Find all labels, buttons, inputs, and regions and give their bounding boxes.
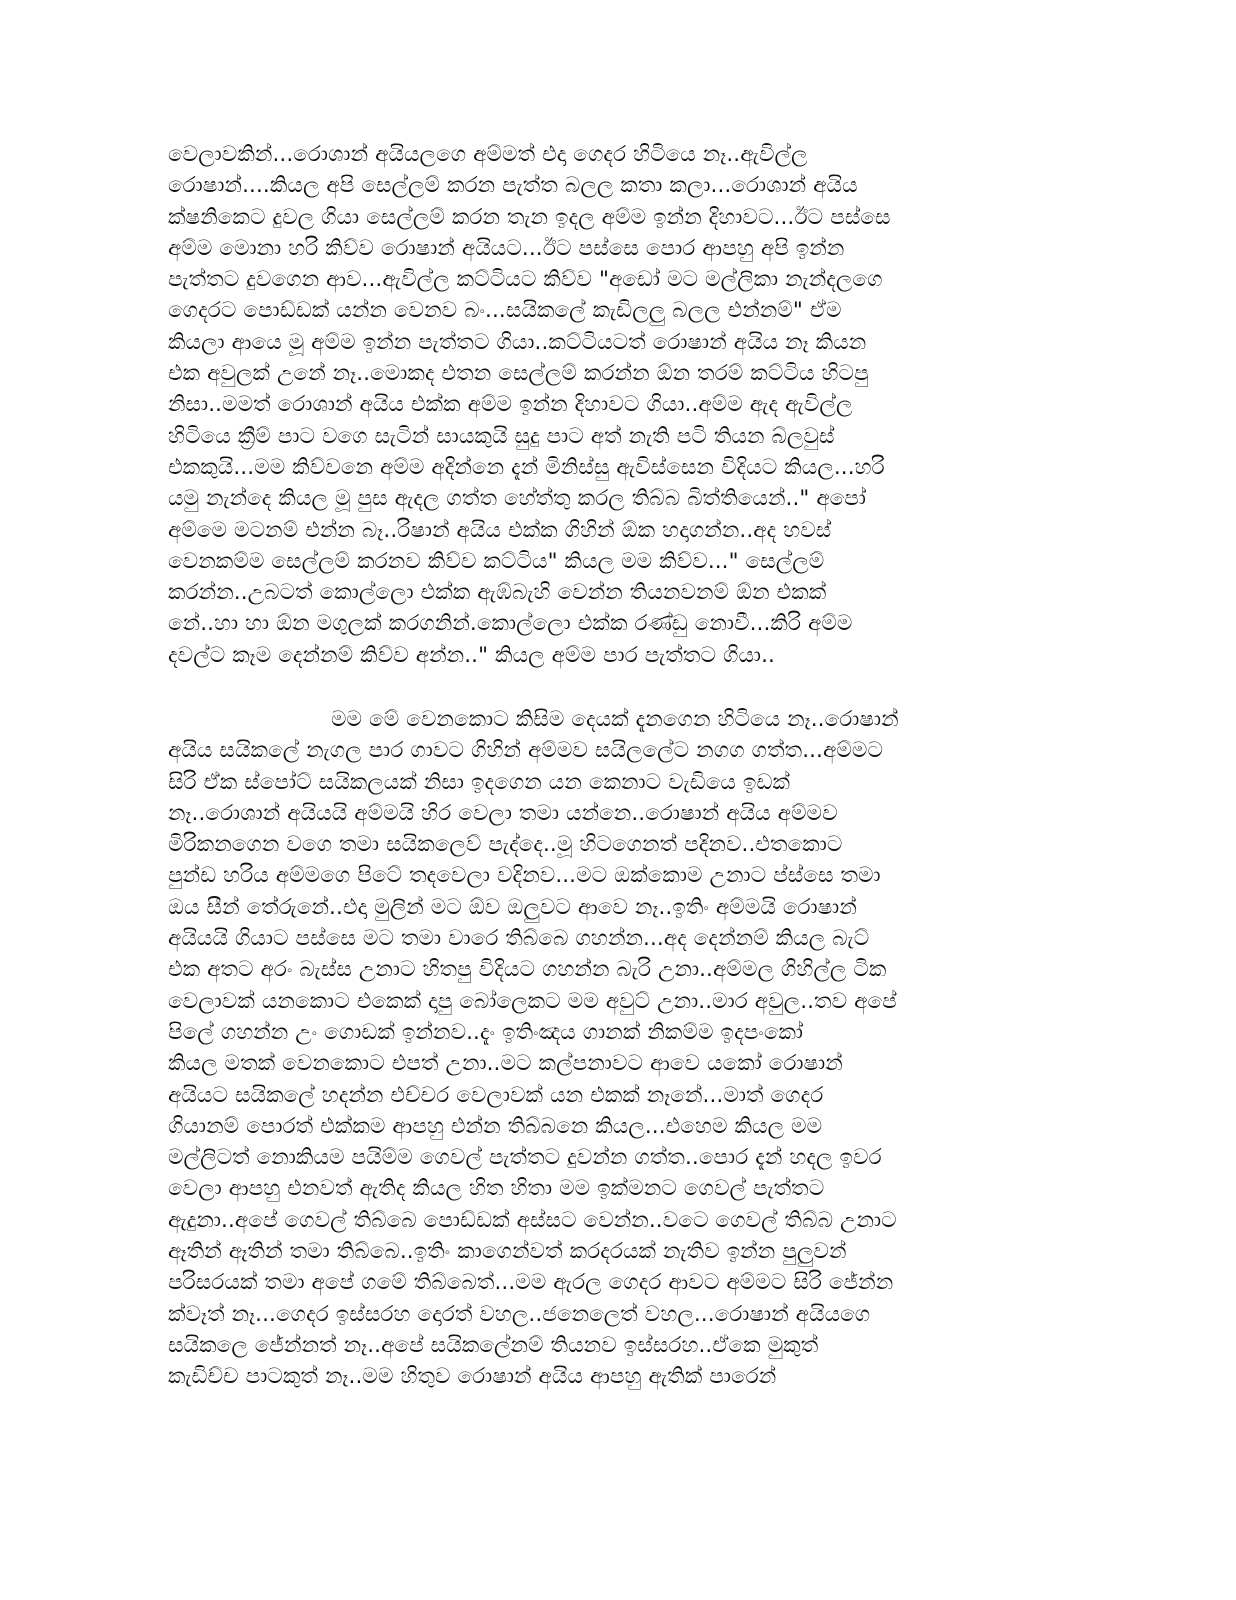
text-line: මල්ලිටත් නොකියම පයිම්ම ගෙවල් පැත්තට දුවන්න ගත්ත..පොර දැන් හදල ඉවර [168,1145,882,1171]
text-line: සයිකලෙ ජේන්නත් නෑ..අපේ සයිකලේනම් තියනව ඉස්සරහ..ඒකෙ මුකුත් [168,1332,819,1358]
text-line: කියල මතක් වෙනකොට එපත් උනා..මට කල්පනාවට ආවෙ යකෝ රොෂාන් [168,1051,843,1077]
text-line: වෙලා ආපහු එනවත් ඇතිද කියල හිත හිතා මම ඉක්මනට ගෙවල් පැත්තට [168,1176,825,1202]
text-line: ඇදුනා..අපේ ගෙවල් තිබ්බෙ පොඩ්ඩක් අස්සට වෙන්න..වටෙ ගෙවල් තිබ්බ උනාට [168,1207,897,1233]
text-line: නේ..හා හා ඕන මගුලක් කරගනින්.කොල්ලො එක්ක රණ්ඩු නොවී...කිරි අම්ම [168,611,853,637]
text-line: වෙලාවක් යනකොට එකෙක් දාපු බෝලෙකට මම අවුට් උනා..මාර අවුල..තව අපේ [168,988,897,1014]
text-line: ඈතින් ඈතින් තමා තිබ්බෙ..ඉතිං කාගෙන්වත් කරදරයක් නැතිව ඉන්න පුලුවන් [168,1239,847,1265]
text-line: එක අවුලක් උනේ නෑ..මොකද එතන සෙල්ලම් කරන්න ඕන තරම් කට්ටිය හිටපු [168,361,869,387]
text-line: අයිය සයිකලේ නැගල පාර ගාවට ගිහින් අම්මව සයිලලේට නගග ගත්ත...අම්මට [168,738,884,764]
text-line: කරන්න..උබටත් කොල්ලො එක්ක ඇඹ්බැහි වෙන්න තියනවනම් ඕන එකක් [168,580,827,606]
text-line-indented: මම මේ වෙනකොට කිසිම දෙයක් දැනගෙන හිටියෙ නෑ..රොෂාන් [331,707,899,732]
paragraph-2 [168,704,1073,1393]
text-line: වෙනකම්ම සෙල්ලම් කරනව කිව්ව කට්ටිය" කියල මම කිව්ව..." සෙල්ලම් [168,548,825,574]
text-line: එකකුයි...මම කිව්වනෙ අම්ම අදින්නෙ දැන් මිනිස්සු ඇවිස්සෙන විදියට කියල...හරි [168,454,885,480]
text-line: ගියානම් පොරත් එක්කම ආපහු එන්න තිබ්බනෙ කියල...එහෙම කියල මම [168,1113,823,1139]
text-line: හිටියෙ ක්‍රීම් පාට වගෙ සැටින් සායකුයි සුදු පාට අත් නැති පටි තියන බ්ලවුස් [168,423,835,449]
text-line: අයියයි ගියාට පස්සෙ මට තමා වාරෙ තිබ්බෙ ගහන්න...අද දෙන්නම් කියල බැට් [168,926,870,952]
text-line: රොෂාන්....කියල අපි සෙල්ලම් කරන පැත්ත බලල කතා කලා...රොශාන් අයිය [168,173,858,199]
text-line: යමු නැන්දෙ කියල මූ පුස ඇදල ගත්ත හේත්තු කරල තිබ්බ බිත්තියෙන්.." අපෝ [168,486,867,512]
text-line: සිරි ඒක ස්පෝට් සයිකලයක් නිසා ඉදගෙන යන කෙනාට වැඩියෙ ඉඩක් [168,769,791,795]
text-line: වෙලාවකින්...රොශාන් අයියලගෙ අම්මත් එදා ගෙදර හිටියෙ නෑ..ඇවිල්ල [168,142,808,167]
text-line: නිසා..මමත් රොශාන් අයිය එක්ක අම්ම ඉන්න දිහාවට ගියා..අම්ම ඇද ඇවිල්ල [168,392,853,418]
text-line: එක අතට අරං බැස්ස උනාට හිතපු විදියට ගහන්න බැරි උනා..අම්මල ගිහිල්ල ටික [168,957,887,983]
text-line: නෑ..රොශාන් අයියයි අම්මයි හිර වෙලා තමා යන්නෙ..රොෂාන් අයිය අම්මව [168,800,838,826]
text-line: ඔය සීන් තේරුනේ..එදා මුලින් මට ඕව ඔලුවට ආවෙ නෑ..ඉතිං අම්මයි රොෂාන් [168,894,857,920]
text-line: කැඩිච්ච පාටකුත් නෑ..මම හිතුව රොෂාන් අයිය ආපහු ඇතික් පාරෙන් [168,1364,777,1390]
text-line: කියලා ආයෙ මූ අම්ම ඉන්න පැත්තට ගියා..කට්ටියටත් රොෂාන් අයිය නෑ කියන [168,329,867,355]
text-line: ක්වෑත් නෑ...ගෙදර ඉස්සරහ දොරත් වහල..ජනෙලෙත් වහල...රොෂාන් අයියගෙ [168,1301,871,1327]
text-line: පිලේ ගහන්න උං ගොඩක් ඉන්නව..දැං ඉතිංඤය ගානක් නිකම්ම ඉදපංකෝ [168,1019,804,1045]
text-line: අම්ම මොනා හරි කිව්ව රොෂාන් අයියට...ඊට පස්සෙ පොර ආපහු අපි ඉන්න [168,235,845,261]
text-line: මිරිකනගෙන වගෙ තමා සයිකලෙව් පැද්දෙ..මූ හිටගෙනත් පදිනව..එතකොට [168,832,843,858]
text-line: අම්මෙ මටනම් එන්න බෑ..රිෂාන් අයිය එක්ක ගිහින් ඕක හදාගන්න..අද හවස් [168,517,832,543]
text-line: දවල්ට කෑම දෙන්නම් කිව්ව අන්න.." කියල අම්ම පාර පැත්තට ගියා.. [168,642,775,668]
text-line: අයියට සයිකලේ හදන්න එච්චර වෙලාවක් යන එකක් නෑනේ...මාත් ගෙදර [168,1082,824,1108]
text-line: ක්ෂනිකෙට දුවල ගියා සෙල්ලම් කරන තැන ඉදල අම්ම ඉන්න දිහාවට...ඊට පස්සෙ [168,204,891,230]
text-line: පරිසරයක් තමා අපේ ගමේ තිබ්බෙත්...මම ඇරල ගෙදර ආවට අම්මට සිරි ජේන්න [168,1270,894,1296]
text-line: පැත්තට දුවගෙන ආව...ඇවිල්ල කට්ටියට කිව්ව "අඩෝ මට මල්ලිකා නැන්දලගෙ [168,267,883,293]
paragraph-1 [168,139,1073,671]
text-line: ගෙදරට පොඩ්ඩක් යන්න වෙනව බං...සයිකලේ කැඩිලලු බලල එන්නම්" ඒම [168,298,842,324]
text-line: පුන්ඩ හරිය අම්මගෙ පිටේ තදවෙලා වදිනව...මට ඔක්කොම උනාට ප්ස්සෙ තමා [168,863,881,889]
